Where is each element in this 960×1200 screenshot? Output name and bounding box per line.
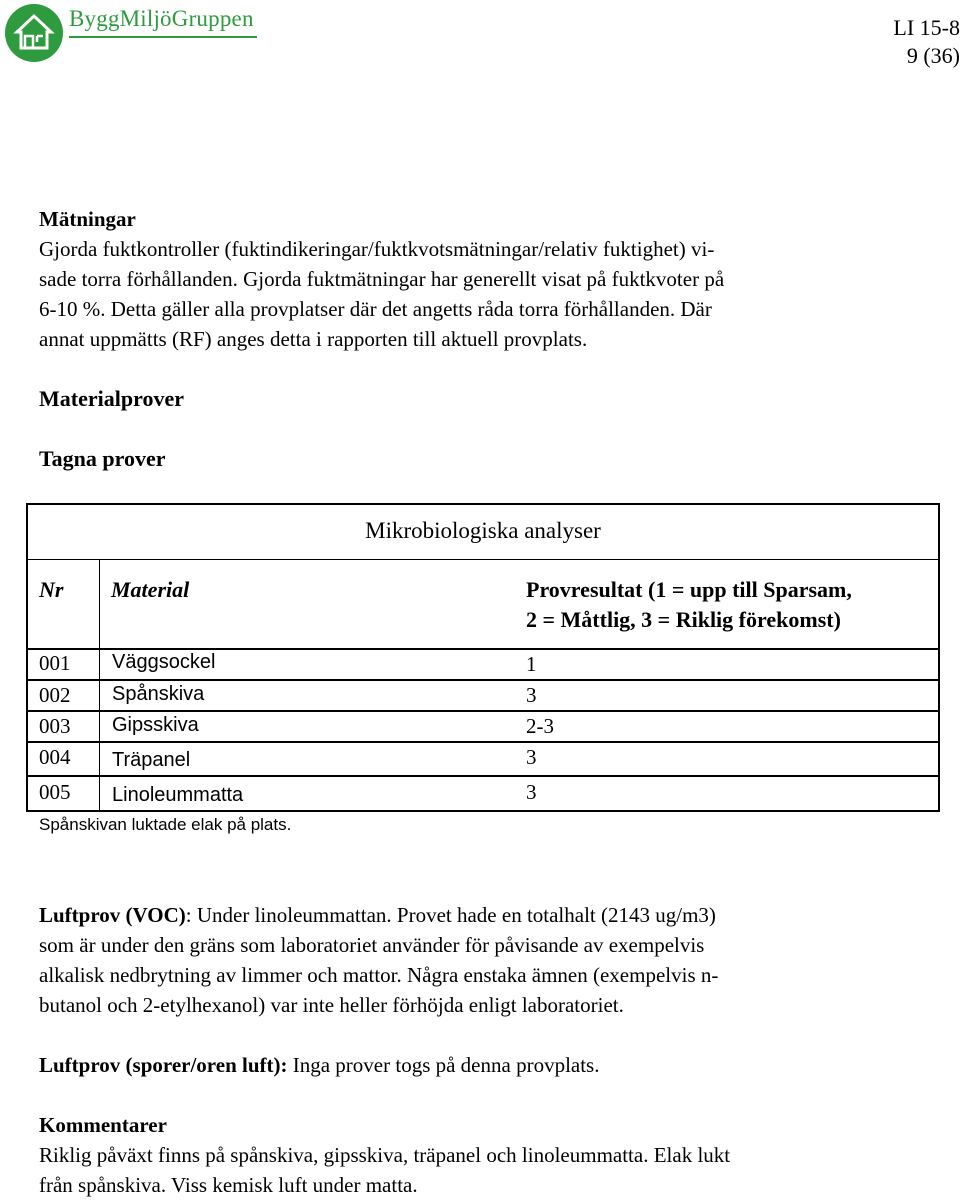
document-code: LI 15-8 (893, 15, 960, 40)
kommentarer-line-1: Riklig påväxt finns på spånskiva, gipsskiva, träpanel och linoleummatta. Elak lukt (39, 1143, 731, 1167)
column-header-result-line-1: Provresultat (1 = upp till Sparsam, (526, 577, 852, 602)
row-material: Träpanel (112, 749, 191, 771)
kommentarer-heading: Kommentarer (39, 1113, 167, 1137)
matningar-line-2: sade torra förhållanden. Gjorda fuktmätningar har generellt visat på fuktkvoter på (39, 267, 725, 291)
document-id (840, 14, 960, 70)
matningar-heading: Mätningar (39, 207, 136, 231)
table-rule (26, 648, 940, 650)
matningar-line-4: annat uppmätts (RF) anges detta i rapporten till aktuell provplats. (39, 327, 588, 351)
luftprov-voc-line-1 (39, 900, 716, 930)
materialprover-heading: Materialprover (39, 386, 184, 411)
luftprov-sporer-line (39, 1050, 599, 1080)
luftprov-voc-text: : Under linoleummattan. Provet hade en totalhalt (2143 ug/m3) (185, 903, 716, 927)
logo-underline (69, 36, 257, 38)
table-border-bottom (26, 810, 940, 812)
row-result: 2-3 (526, 714, 554, 738)
row-material: Linoleummatta (112, 784, 244, 806)
luftprov-voc-label: Luftprov (VOC) (39, 903, 186, 927)
table-rule (26, 559, 940, 560)
table-border-left (26, 503, 28, 812)
table-note: Spånskivan luktade elak på plats. (39, 815, 292, 834)
column-header-nr: Nr (39, 577, 64, 602)
row-nr: 005 (39, 780, 71, 804)
row-nr: 003 (39, 714, 71, 738)
company-logo (3, 2, 263, 66)
row-nr: 001 (39, 651, 71, 675)
tagna-prover-heading: Tagna prover (39, 446, 166, 471)
column-header-material: Material (111, 577, 190, 602)
table-rule (26, 710, 940, 712)
row-material: Väggsockel (112, 651, 216, 673)
page-indicator: 9 (36) (906, 43, 960, 68)
luftprov-voc-line-2: som är under den gräns som laboratoriet använder för påvisande av exempelvis (39, 933, 705, 957)
matningar-line-1: Gjorda fuktkontroller (fuktindikeringar/fuktkvotsmätningar/relativ fuktighet) vi- (39, 237, 715, 261)
row-material: Gipsskiva (112, 714, 199, 736)
row-result: 3 (526, 780, 537, 804)
table-rule (26, 741, 940, 743)
table-rule (26, 679, 940, 681)
luftprov-voc-line-4: butanol och 2-etylhexanol) var inte heller förhöjda enligt laboratoriet. (39, 993, 624, 1017)
luftprov-voc-line-3: alkalisk nedbrytning av limmer och mattor. Några enstaka ämnen (exempelvis n- (39, 963, 719, 987)
row-material: Spånskiva (112, 683, 205, 705)
table-border-top (26, 503, 940, 505)
row-result: 3 (526, 745, 537, 769)
row-nr: 002 (39, 683, 71, 707)
table-rule (26, 775, 940, 777)
table-border-right (938, 503, 940, 812)
luftprov-sporer-label: Luftprov (sporer/oren luft): (39, 1053, 288, 1077)
company-name: ByggMiljöGruppen (69, 6, 254, 31)
table-title: Mikrobiologiska analyser (365, 518, 601, 543)
row-result: 1 (526, 652, 537, 676)
row-nr: 004 (39, 745, 71, 769)
row-result: 3 (526, 683, 537, 707)
house-logo-icon (3, 2, 65, 64)
kommentarer-line-2: från spånskiva. Viss kemisk luft under matta. (39, 1173, 418, 1197)
table-column-rule (99, 559, 100, 812)
column-header-result-line-2: 2 = Måttlig, 3 = Riklig förekomst) (526, 607, 841, 632)
luftprov-sporer-text: Inga prover togs på denna provplats. (287, 1053, 600, 1077)
matningar-line-3: 6-10 %. Detta gäller alla provplatser där det angetts råda torra förhållanden. Där (39, 297, 712, 321)
